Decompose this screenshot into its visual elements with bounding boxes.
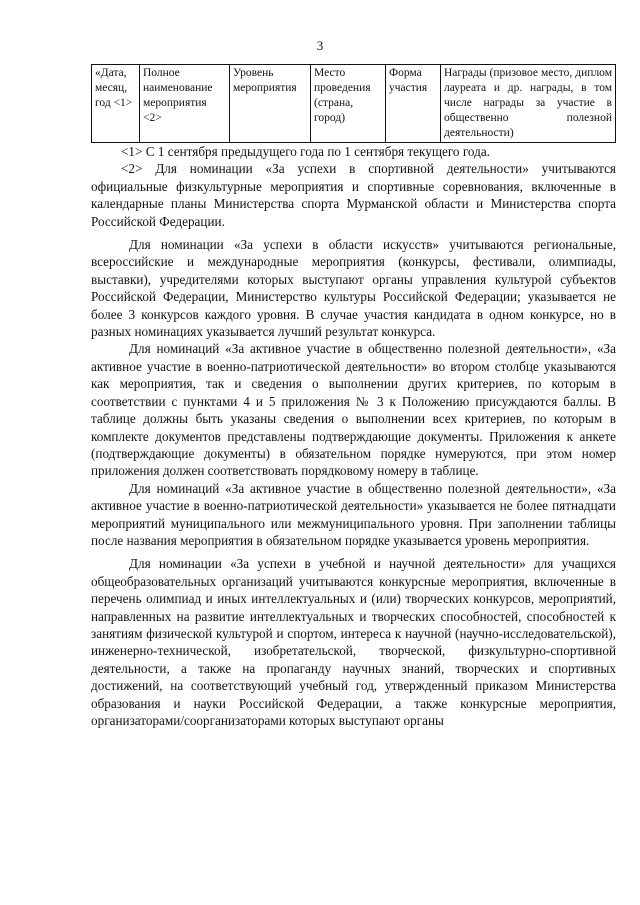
- table-header-cell: Уровень мероприятия: [230, 65, 311, 143]
- table-header-cell: Полное наименование мероприятия <2>: [140, 65, 230, 143]
- table-header-cell: Форма участия: [386, 65, 441, 143]
- table-header-cell: Место проведения (страна, город): [311, 65, 386, 143]
- form-table: [91, 64, 616, 143]
- paragraph: Для номинаций «За активное участие в общественно полезной деятельности», «За активное участие в военно-патриотической деятельности» во втором столбце указываются как мероприятия, так и сведения о выполнении других критериев, по которым в соответствии с пунктами 4 и 5 приложения № 3 к Положению присуждаются баллы. В таблице должны быть указаны сведения о выполнении всех критериев, по которым в комплекте документов представлены подтверждающие документы. Приложения к анкете (подтверждающие документы) в обязательном порядке нумеруются, при этом номер приложения должен соответствовать порядковому номеру в таблице.: [91, 341, 616, 479]
- table-header-cell: Награды (призовое место, диплом лауреата и др. награды, в том числе награды за участие в общественно полезной деятельности): [441, 65, 616, 143]
- paragraph: Для номинаций «За активное участие в общественно полезной деятельности», «За активное участие в военно-патриотической деятельности» указывается не более пятнадцати мероприятий муниципального или межмуниципального уровня. При заполнении таблицы после названия мероприятия в обязательном порядке указывается уровень мероприятия.: [91, 480, 616, 548]
- document-body: [91, 143, 616, 729]
- paragraph: Для номинации «За успехи в учебной и научной деятельности» для учащихся общеобразовательных организаций учитываются конкурсные мероприятия, включенные в перечень олимпиад и иных интеллектуальных и (или) творческих конкурсов, мероприятий, направленных на развитие интеллектуальных и творческих способностей, способностей к занятиям физической культурой и спортом, интереса к научной (научно-исследовательской), инженерно-технической, изобретательской, творческой, физкультурно-спортивной деятельности, а также на пропаганду научных знаний, творческих и спортивных достижений, на соответствующий учебный год, утвержденный приказом Министерства образования и науки Российской Федерации, а также конкурсные мероприятия, организаторами/соорганизаторами которых выступают органы: [91, 556, 616, 728]
- page-number: 3: [316, 38, 324, 53]
- paragraph: Для номинации «За успехи в области искусств» учитываются региональные, всероссийские и международные мероприятия (конкурсы, фестивали, олимпиады, выставки), учредителями которых выступают органы управления культурой субъектов Российской Федерации, Министерство культуры Российской Федерации; указывается не более 3 конкурсов каждого уровня. В случае участия кандидата в одном конкурсе, но в разных номинациях указывается лучший результат конкурса.: [91, 237, 616, 340]
- footnote: <2> Для номинации «За успехи в спортивной деятельности» учитываются официальные физкультурные мероприятия и спортивные соревнования, включенные в календарные планы Министерства спорта Мурманской области и Министерства спорта Российской Федерации.: [91, 161, 616, 229]
- table-header-cell: «Дата, месяц, год <1>: [92, 65, 140, 143]
- footnote: <1> С 1 сентября предыдущего года по 1 сентября текущего года.: [121, 144, 490, 159]
- table-header-row: [92, 65, 616, 143]
